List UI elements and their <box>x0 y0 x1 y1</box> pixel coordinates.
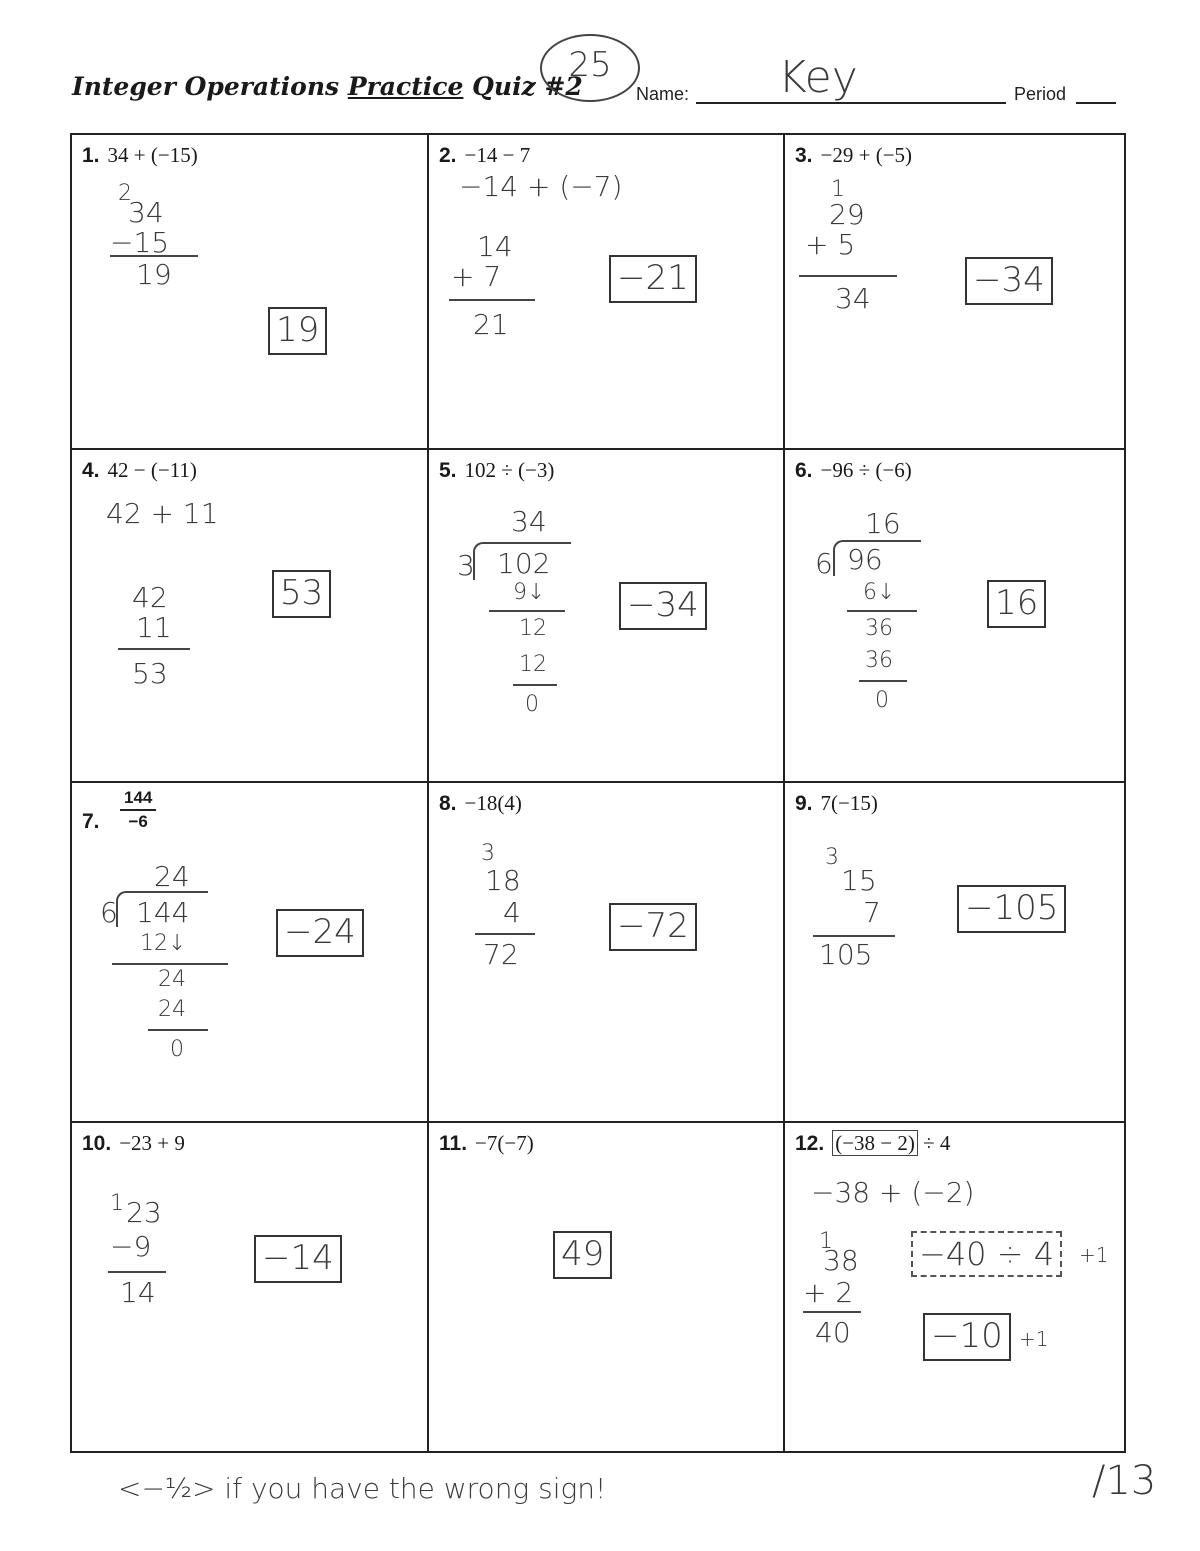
answer-box-12: −10 <box>923 1313 1011 1361</box>
work-line: 102 <box>497 547 551 580</box>
boxed-subexpression: (−38 − 2) <box>832 1130 918 1156</box>
problem-cell-4 <box>72 450 429 783</box>
period-line <box>1076 76 1116 104</box>
problem-5-prompt: 5. 102 ÷ (−3) <box>439 458 555 482</box>
score-circle: 25 <box>540 34 640 102</box>
work-rule <box>475 933 535 935</box>
problem-3-prompt: 3. −29 + (−5) <box>795 143 913 167</box>
problem-grid <box>70 133 1126 1453</box>
work-rule <box>110 255 198 257</box>
name-label: Name: <box>636 84 690 104</box>
work-line: 3 <box>457 549 475 582</box>
problem-1-prompt: 1. 34 + (−15) <box>82 143 198 167</box>
answer-box-1: 19 <box>268 307 327 355</box>
work-line: 24 <box>158 967 186 992</box>
answer-box-6: 16 <box>987 580 1046 628</box>
problem-cell-9 <box>785 783 1126 1123</box>
partial-credit-mark: +1 <box>1079 1243 1109 1267</box>
work-line: 0 <box>875 688 889 713</box>
work-line: 36 <box>865 616 893 641</box>
work-line: 34 <box>835 282 871 315</box>
problem-cell-8 <box>429 783 785 1123</box>
work-line: 23 <box>126 1196 162 1229</box>
problem-cell-3 <box>785 135 1126 450</box>
work-line: + 7 <box>451 260 502 293</box>
work-line: 38 <box>823 1244 859 1277</box>
work-rule <box>859 680 907 682</box>
answer-box-3: −34 <box>965 257 1053 305</box>
work-rule <box>803 1311 861 1313</box>
problem-2-prompt: 2. −14 − 7 <box>439 143 531 167</box>
work-line: 29 <box>829 198 865 231</box>
period-label: Period <box>1014 84 1067 104</box>
problem-9-prompt: 9. 7(−15) <box>795 791 878 815</box>
work-line: 14 <box>477 230 513 263</box>
work-line: 19 <box>136 258 172 291</box>
work-line: + 2 <box>803 1276 854 1309</box>
work-line: 0 <box>525 692 539 717</box>
work-line: 9↓ <box>513 580 546 605</box>
intermediate-box: −40 ÷ 4 <box>911 1231 1062 1277</box>
work-line: 12 <box>519 616 547 641</box>
answer-box-8: −72 <box>609 903 697 951</box>
work-carry: 1 <box>110 1191 124 1216</box>
problem-6-prompt: 6. −96 ÷ (−6) <box>795 458 912 482</box>
problem-7-number: 7. <box>82 810 100 833</box>
work-line: −38 + (−2) <box>811 1176 975 1209</box>
work-line: 53 <box>132 657 168 690</box>
work-rule <box>489 610 565 612</box>
work-line: 36 <box>865 648 893 673</box>
work-line: −9 <box>110 1230 152 1263</box>
work-rule <box>813 935 895 937</box>
answer-box-2: −21 <box>609 255 697 303</box>
problem-cell-12 <box>785 1123 1126 1453</box>
work-line: 6↓ <box>863 580 896 605</box>
work-line: 15 <box>841 864 877 897</box>
problem-12-prompt: 12. (−38 − 2) ÷ 4 <box>795 1131 951 1155</box>
total-points: /13 <box>1092 1458 1157 1504</box>
work-rule <box>449 299 535 301</box>
work-line: 105 <box>819 938 873 971</box>
work-line: −14 + (−7) <box>459 170 623 203</box>
problem-cell-1 <box>72 135 429 450</box>
work-line: 21 <box>473 308 509 341</box>
work-line: 42 <box>132 581 168 614</box>
work-carry: 1 <box>831 177 845 202</box>
work-line: 14 <box>120 1276 156 1309</box>
title-part-3: Quiz #2 <box>472 72 583 101</box>
work-rule <box>847 610 917 612</box>
answer-box-4: 53 <box>272 570 331 618</box>
problem-cell-5 <box>429 450 785 783</box>
work-line: 12 <box>519 652 547 677</box>
problem-cell-10 <box>72 1123 429 1453</box>
answer-box-11: 49 <box>553 1231 612 1279</box>
work-rule <box>112 963 228 965</box>
fraction-denominator: −6 <box>128 812 148 831</box>
work-carry: 3 <box>481 841 495 866</box>
quiz-title <box>72 72 583 101</box>
work-line: 0 <box>170 1037 184 1062</box>
problem-4-prompt: 4. 42 − (−11) <box>82 458 197 482</box>
work-line: 16 <box>865 507 901 540</box>
problem-cell-7 <box>72 783 429 1123</box>
work-line: 6 <box>100 896 118 929</box>
work-line: 24 <box>158 997 186 1022</box>
work-line: 12↓ <box>140 931 187 956</box>
work-line: 34 <box>128 196 164 229</box>
problem-11-prompt: 11. −7(−7) <box>439 1131 534 1155</box>
work-line: 24 <box>154 860 190 893</box>
problem-7-fraction <box>120 787 156 833</box>
work-line: 34 <box>511 505 547 538</box>
name-value: Key <box>778 52 858 103</box>
work-line: 18 <box>485 864 521 897</box>
title-part-1: Integer Operations <box>72 72 340 101</box>
work-rule <box>148 1029 208 1031</box>
work-rule <box>118 648 190 650</box>
work-carry: 3 <box>825 845 839 870</box>
answer-box-9: −105 <box>957 885 1066 933</box>
title-part-2: Practice <box>347 72 464 101</box>
work-rule <box>108 1271 166 1273</box>
work-rule <box>513 684 557 686</box>
work-line: + 5 <box>805 228 856 261</box>
work-rule <box>799 275 897 277</box>
work-line: 6 <box>815 547 833 580</box>
wrong-sign-note: <−½> if you have the wrong sign! <box>118 1472 607 1505</box>
work-line: 7 <box>863 896 881 929</box>
work-line: 72 <box>483 938 519 971</box>
problem-8-prompt: 8. −18(4) <box>439 791 522 815</box>
work-line: 4 <box>503 896 521 929</box>
problem-cell-2 <box>429 135 785 450</box>
problem-cell-6 <box>785 450 1126 783</box>
work-carry: 2 <box>118 181 132 206</box>
answer-box-5: −34 <box>619 582 707 630</box>
partial-credit-mark: +1 <box>1019 1327 1049 1351</box>
work-line: 96 <box>847 543 883 576</box>
problem-cell-11 <box>429 1123 785 1453</box>
work-line: 144 <box>136 896 190 929</box>
work-line: 42 + 11 <box>106 497 219 530</box>
work-line: −15 <box>110 226 170 259</box>
fraction-numerator: 144 <box>120 787 156 811</box>
work-carry: 1 <box>819 1229 833 1254</box>
problem-10-prompt: 10. −23 + 9 <box>82 1131 185 1155</box>
work-line: 40 <box>815 1316 851 1349</box>
answer-box-7: −24 <box>276 909 364 957</box>
answer-box-10: −14 <box>254 1235 342 1283</box>
work-line: 11 <box>136 611 172 644</box>
